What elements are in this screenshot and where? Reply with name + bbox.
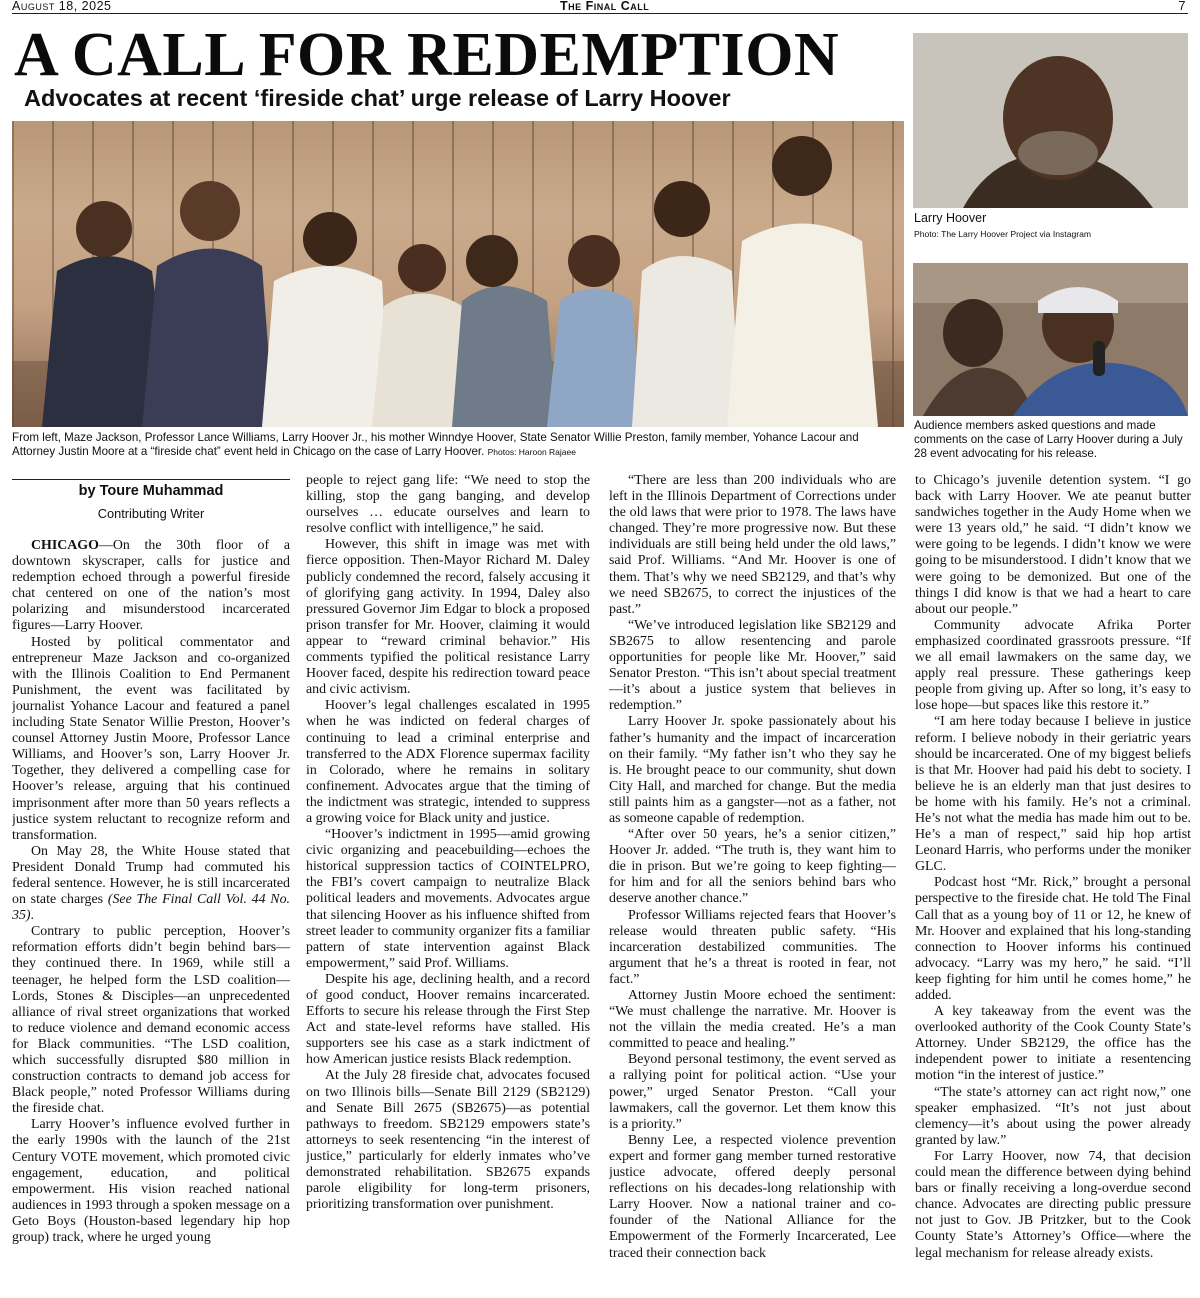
paragraph: “I am here today because I believe in justice reform. I believe nobody in their geriatric years should be incarcerated. One of my biggest beliefs is that Mr. Hoover had paid his debt to society. I believe he is an elderly man that just desires to be home with his family. He’s not a criminal. He’s not what the media has made him out to be. He’s a man of respect,” said hip hop artist Leonard Harris, who performs under the moniker GLC. xyxy=(915,714,1191,875)
hoover-photo-credit: Photo: The Larry Hoover Project via Instagram xyxy=(914,229,1092,239)
page-number: 7 xyxy=(1178,0,1186,13)
citation: (See The Final Call Vol. 44 No. 35) xyxy=(12,892,290,924)
article-column-3 xyxy=(609,473,896,1296)
paragraph: “After over 50 years, he’s a senior citizen,” Hoover Jr. added. “The truth is, they want him to die in prison. But we’re going to keep fighting—for him and for all the seniors behind bars who deserve another chance.” xyxy=(609,827,896,907)
larry-hoover-portrait xyxy=(913,33,1188,208)
paragraph: On May 28, the White House stated that President Donald Trump had commuted his federal sentence. However, he is still incarcerated on state charges (See The Final Call Vol. 44 No. 35). xyxy=(12,843,290,924)
article-column-2 xyxy=(306,473,590,1296)
paragraph: Larry Hoover’s influence evolved further in the early 1990s with the launch of the 21st Century VOTE movement, which promoted civic engagement, education, and political empowerment. His vision reached national audiences in 1993 through a spoken message on a Geto Boys (Houston-based legendary hip hop group) track, where he urged young xyxy=(12,1117,290,1246)
subheadline: Advocates at recent ‘fireside chat’ urge release of Larry Hoover xyxy=(24,85,731,111)
paragraph: CHICAGO—On the 30th floor of a downtown skyscraper, calls for justice and redemption echoed through a powerful fireside chat centered on one of the nation’s most polarizing and misunderstood incarcerated figures—Larry Hoover. xyxy=(12,538,290,634)
paragraph: people to reject gang life: “We need to stop the killing, stop the gang banging, and develop ourselves … educate ourselves and learn to resolve conflict with intelligence,” he said. xyxy=(306,473,590,537)
byline-rule xyxy=(12,479,290,480)
paragraph: Professor Williams rejected fears that Hoover’s release would threaten public safety. “His incarceration destabilized communities. The argument that he’s a threat is rooted in fear, not fact.” xyxy=(609,907,896,987)
group-photo-caption-text: From left, Maze Jackson, Professor Lance Williams, Larry Hoover Jr., his mother Winndye Hoover, State Senator Willie Preston, family member, Yohance Lacour and Attorney Justin Moore at a “fireside chat” event held in Chicago on the case of Larry Hoover. xyxy=(12,431,859,458)
paragraph: “The state’s attorney can act right now,” one speaker emphasized. “It’s not just about clemency—it’s about using the power already granted by law.” xyxy=(915,1084,1191,1148)
audience-photo xyxy=(913,263,1188,416)
group-photo xyxy=(12,121,904,427)
paragraph: For Larry Hoover, now 74, that decision could mean the difference between dying behind bars or finally receiving a long-overdue second chance. Advocates are directing public pressure not just to Gov. JB Pritzker, but to the Cook County State’s Attorney’s Office—where the legal mechanism for release already exists. xyxy=(915,1148,1191,1261)
article-column-4 xyxy=(915,473,1191,1296)
paragraph: A key takeaway from the event was the overlooked authority of the Cook County State’s Attorney. Under SB2129, the office has the independent power to initiate a resentencing motion “in the interest of justice.” xyxy=(915,1004,1191,1084)
paragraph: Despite his age, declining health, and a record of good conduct, Hoover remains incarcerated. Efforts to secure his release through the First Step Act and state-level reforms have stalled. His supporters see his case as a stark indictment of how American justice resists Black redemption. xyxy=(306,971,590,1068)
paragraph: Community advocate Afrika Porter emphasized coordinated grassroots pressure. “If we all email lawmakers on the same day, we apply real pressure. These gatherings keep people from giving up. After so long, it’s easy to lose hope—but spaces like this restore it.” xyxy=(915,617,1191,714)
paragraph: Hosted by political commentator and entrepreneur Maze Jackson and co-organized with the Illinois Coalition to End Permanent Punishment, the event was facilitated by journalist Yohance Lacour and featured a panel including State Senator Willie Preston, Hoover’s counsel Attorney Justin Moore, Professor Lance Williams, and Hoover’s son, Larry Hoover Jr. Together, they delivered a compelling case for Hoover’s release, arguing that his continued imprisonment after more than 50 years reflects a justice system reluctant to recognize reform and transformation. xyxy=(12,634,290,843)
paragraph: However, this shift in image was met with fierce opposition. Then-Mayor Richard M. Daley publicly condemned the record, falsely accusing it of glorifying gang activity. In 1994, Daley also pressured Governor Jim Edgar to block a proposed prison transfer for Mr. Hoover, claiming it would appear to “reward criminal behavior.” His comments typified the political resistance Larry Hoover faced, despite his redirection toward peace and civic activism. xyxy=(306,537,590,698)
page-header xyxy=(12,0,1188,14)
byline-role: Contributing Writer xyxy=(97,506,205,521)
paragraph: Podcast host “Mr. Rick,” brought a personal perspective to the fireside chat. He told The Final Call that as a young boy of 11 or 12, he knew of Mr. Hoover and explained that his long-standing connection to Hoover informs his continued advocacy. “Larry was my hero,” he said. “I’ll keep fighting for him until he comes home,” he added. xyxy=(915,875,1191,1003)
group-photo-figures xyxy=(12,121,904,427)
paragraph: At the July 28 fireside chat, advocates focused on two Illinois bills—Senate Bill 2129 (SB2129) and Senate Bill 2675 (SB2675)—as potential pathways to freedom. SB2129 empowers state’s attorneys to seek resentencing “in the interest of justice,” particularly for elderly inmates who’ve demonstrated rehabilitation. SB2675 expands parole eligibility for long-term prisoners, prioritizing transformation over punishment. xyxy=(306,1068,590,1213)
paragraph: “We’ve introduced legislation like SB2129 and SB2675 to allow resentencing and parole opportunities for people like Mr. Hoover,” said Senator Preston. “This isn’t about special treatment—it’s about a justice system that believes in redemption.” xyxy=(609,617,896,714)
paragraph: Hoover’s legal challenges escalated in 1995 when he was indicted on federal charges of continuing to lead a criminal enterprise and transferred to the ADX Florence supermax facility in Colorado, where he remains in solitary confinement. Advocates argue that the timing of the indictment was strategic, intended to suppress a growing voice for Black unity and justice. xyxy=(306,698,590,826)
paragraph: to Chicago’s juvenile detention system. “I go back with Larry Hoover. We ate peanut butter sandwiches together in the Audy Home when we were 13 years old,” he said. “I didn’t know we were going to be legends. I didn’t know we were going to be misunderstood. I didn’t know that we were going to be demonized. But one of the things I did know is that we had a heart to care about our people.” xyxy=(915,473,1191,617)
audience-photo-caption: Audience members asked questions and made comments on the case of Larry Hoover during a July 28 event advocating for his release. xyxy=(914,419,1183,460)
headline: A CALL FOR REDEMPTION xyxy=(14,21,840,89)
group-photo-credit: Photos: Haroon Rajaee xyxy=(487,447,576,457)
dateline: CHICAGO xyxy=(31,538,99,553)
paragraph: Larry Hoover Jr. spoke passionately about his father’s humanity and the impact of incarceration on their family. “My father isn’t who they say he is. He brought peace to our community, shut down City Hall, and marched for change. But the media still paints him as a gangster—not as a father, not as someone capable of redemption. xyxy=(609,714,896,826)
byline-author: by Toure Muhammad xyxy=(78,483,224,499)
article-column-1 xyxy=(12,538,290,1294)
group-photo-caption xyxy=(12,431,904,459)
paragraph: “There are less than 200 individuals who are left in the Illinois Department of Corrections under the old laws that were prior to 1978. The laws have changed. They’re more progressive now. But these individuals are still being held under the old laws,” said Prof. Williams. “And Mr. Hoover is one of them. That’s why we need SB2129, and that’s why we need SB2675, to correct the injustices of the past.” xyxy=(609,473,896,617)
paragraph: Beyond personal testimony, the event served as a rallying point for political action. “Use your power,” urged Senator Preston. “Call your lawmakers, call the governor. Let them know this is a priority.” xyxy=(609,1052,896,1132)
newspaper-name: The Final Call xyxy=(560,0,650,13)
hoover-photo-caption: Larry Hoover xyxy=(914,211,987,225)
issue-date: August 18, 2025 xyxy=(12,0,112,13)
paragraph: Contrary to public perception, Hoover’s reformation efforts didn’t begin behind bars—they continued there. In 1969, while still a teenager, he helped form the LSD coalition—Lords, Stones & Disciples—an unprecedented alliance of rival street organizations that worked to reduce violence and demand economic access for Black communities. “The LSD coalition, which successfully disrupted $80 million in construction contracts to demand job access for Black people,” noted Professor Williams during the fireside chat. xyxy=(12,924,290,1117)
paragraph: Benny Lee, a respected violence prevention expert and former gang member turned restorative justice advocate, offered deeply personal reflections on his decades-long relationship with Larry Hoover. Now a national trainer and co-founder of the National Alliance for the Empowerment of the Formerly Incarcerated, Lee traced their connection back xyxy=(609,1132,896,1261)
paragraph: Attorney Justin Moore echoed the sentiment: “We must challenge the narrative. Mr. Hoover is not the villain the media created. He’s a man committed to peace and healing.” xyxy=(609,988,896,1052)
paragraph: “Hoover’s indictment in 1995—amid growing civic organizing and peacebuilding—echoes the historical suppression tactics of COINTELPRO, the FBI’s covert campaign to neutralize Black political leaders and movements. Advocates argue that silencing Hoover as his influence shifted from street leader to community organizer fits a familiar pattern of state intervention against Black empowerment,” said Prof. Williams. xyxy=(306,827,590,971)
